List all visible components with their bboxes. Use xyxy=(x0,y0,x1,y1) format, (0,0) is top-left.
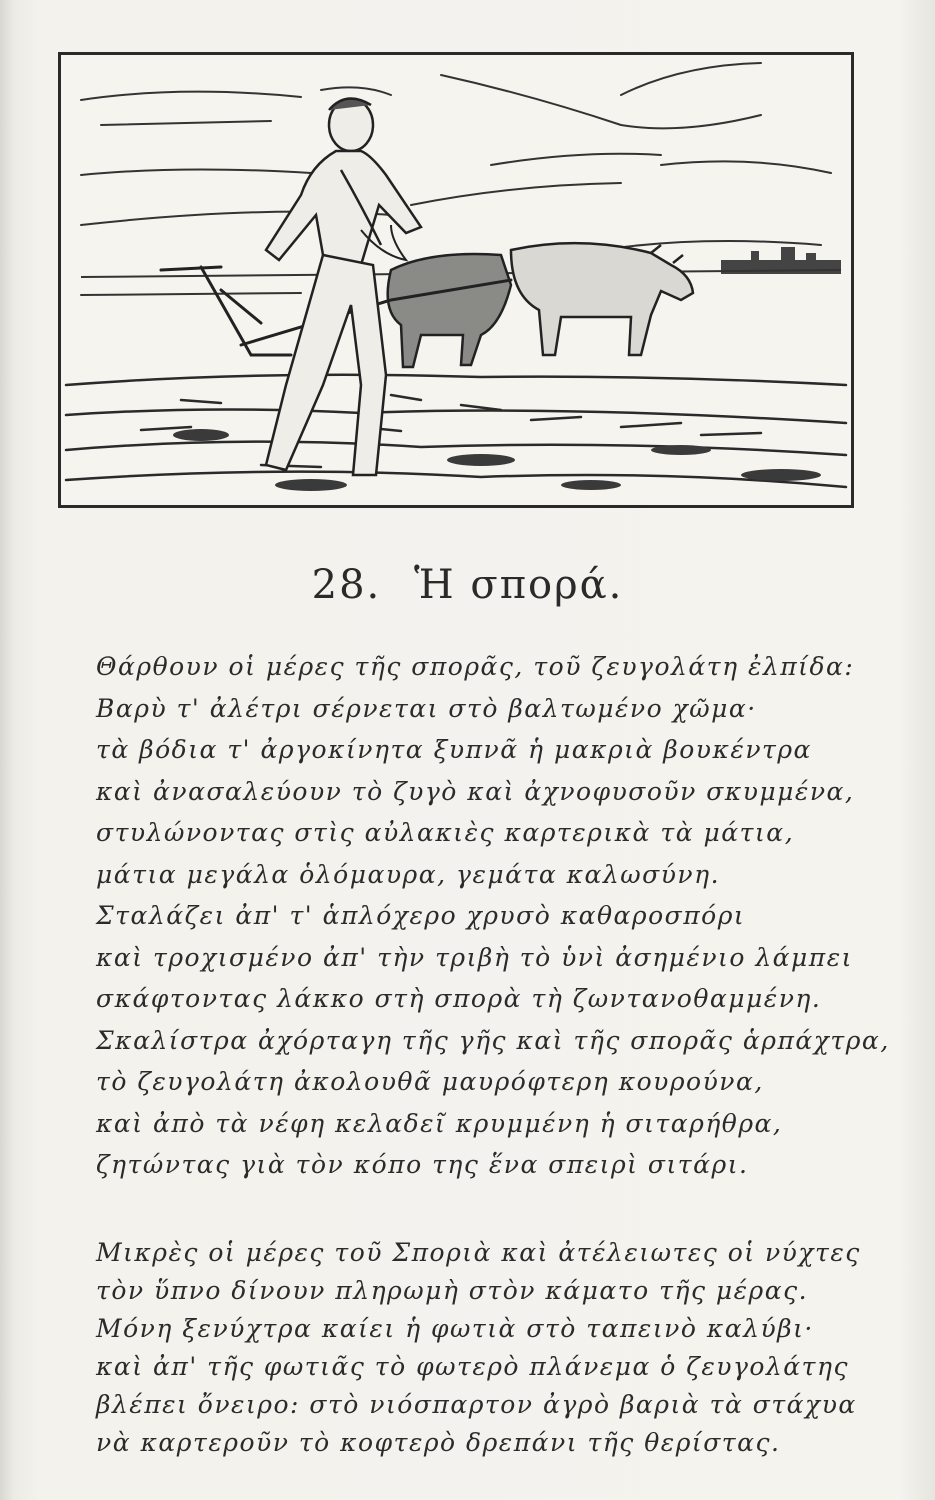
poem-stanza-1 xyxy=(96,646,896,1186)
poem-line: καὶ ἀπ' τῆς φωτιᾶς τὸ φωτερὸ πλάνεμα ὁ ζευγολάτης xyxy=(96,1352,849,1381)
poem-line: καὶ ἀπὸ τὰ νέφη κελαδεῖ κρυμμένη ἡ σιταρήθρα, xyxy=(96,1108,783,1138)
chapter-title xyxy=(0,562,935,608)
poem-line: μάτια μεγάλα ὁλόμαυρα, γεμάτα καλωσύνη. xyxy=(96,859,721,889)
poem-line: Βαρὺ τ' ἀλέτρι σέρνεται στὸ βαλτωμένο χῶμα· xyxy=(96,693,757,723)
poem-line: στυλώνοντας στὶς αὐλακιὲς καρτερικὰ τὰ μάτια, xyxy=(96,818,795,847)
poem-line: βλέπει ὄνειρο: στὸ νιόσπαρτον ἀγρὸ βαριὰ τὰ στάχυα xyxy=(96,1390,857,1419)
poem-line: τὸν ὕπνο δίνουν πληρωμὴ στὸν κάματο τῆς μέρας. xyxy=(96,1276,809,1305)
poem-line: Μόνη ξενύχτρα καίει ἡ φωτιὰ στὸ ταπεινὸ καλύβι· xyxy=(96,1314,814,1343)
poem-line: ζητώντας γιὰ τὸν κόπο της ἕνα σπειρὶ σιτάρι. xyxy=(96,1150,749,1179)
chapter-number: 28. xyxy=(311,562,382,608)
poem-line: τὰ βόδια τ' ἀργοκίνητα ξυπνᾶ ἡ μακριὰ βουκέντρα xyxy=(96,735,812,764)
poem-line: Σκαλίστρα ἀχόρταγη τῆς γῆς καὶ τῆς σπορᾶς ἁρπάχτρα, xyxy=(96,1025,890,1055)
poem-line: Σταλάζει ἀπ' τ' ἁπλόχερο χρυσὸ καθαροσπόρι xyxy=(96,901,746,930)
poem-line: τὸ ζευγολάτη ἀκολουθᾶ μαυρόφτερη κουρούνα, xyxy=(96,1067,764,1096)
poem-stanza-2 xyxy=(96,1234,896,1462)
engraving-icon xyxy=(61,55,851,505)
poem-line: νὰ καρτεροῦν τὸ κοφτερὸ δρεπάνι τῆς θερίστας. xyxy=(96,1428,781,1457)
poem-line: Θάρθουν οἱ μέρες τῆς σπορᾶς, τοῦ ζευγολάτη ἐλπίδα: xyxy=(96,652,855,681)
poem-line: καὶ ἀνασαλεύουν τὸ ζυγὸ καὶ ἀχνοφυσοῦν σκυμμένα, xyxy=(96,776,855,806)
poem-line: καὶ τροχισμένο ἀπ' τὴν τριβὴ τὸ ὑνὶ ἀσημένιο λάμπει xyxy=(96,942,853,972)
chapter-heading: Ἡ σπορά. xyxy=(414,562,624,608)
ploughman-with-oxen-illustration xyxy=(58,52,854,508)
poem-line: Μικρὲς οἱ μέρες τοῦ Σποριὰ καὶ ἀτέλειωτες οἱ νύχτες xyxy=(96,1238,861,1267)
poem-line: σκάφτοντας λάκκο στὴ σπορὰ τὴ ζωντανοθαμμένη. xyxy=(96,984,822,1013)
